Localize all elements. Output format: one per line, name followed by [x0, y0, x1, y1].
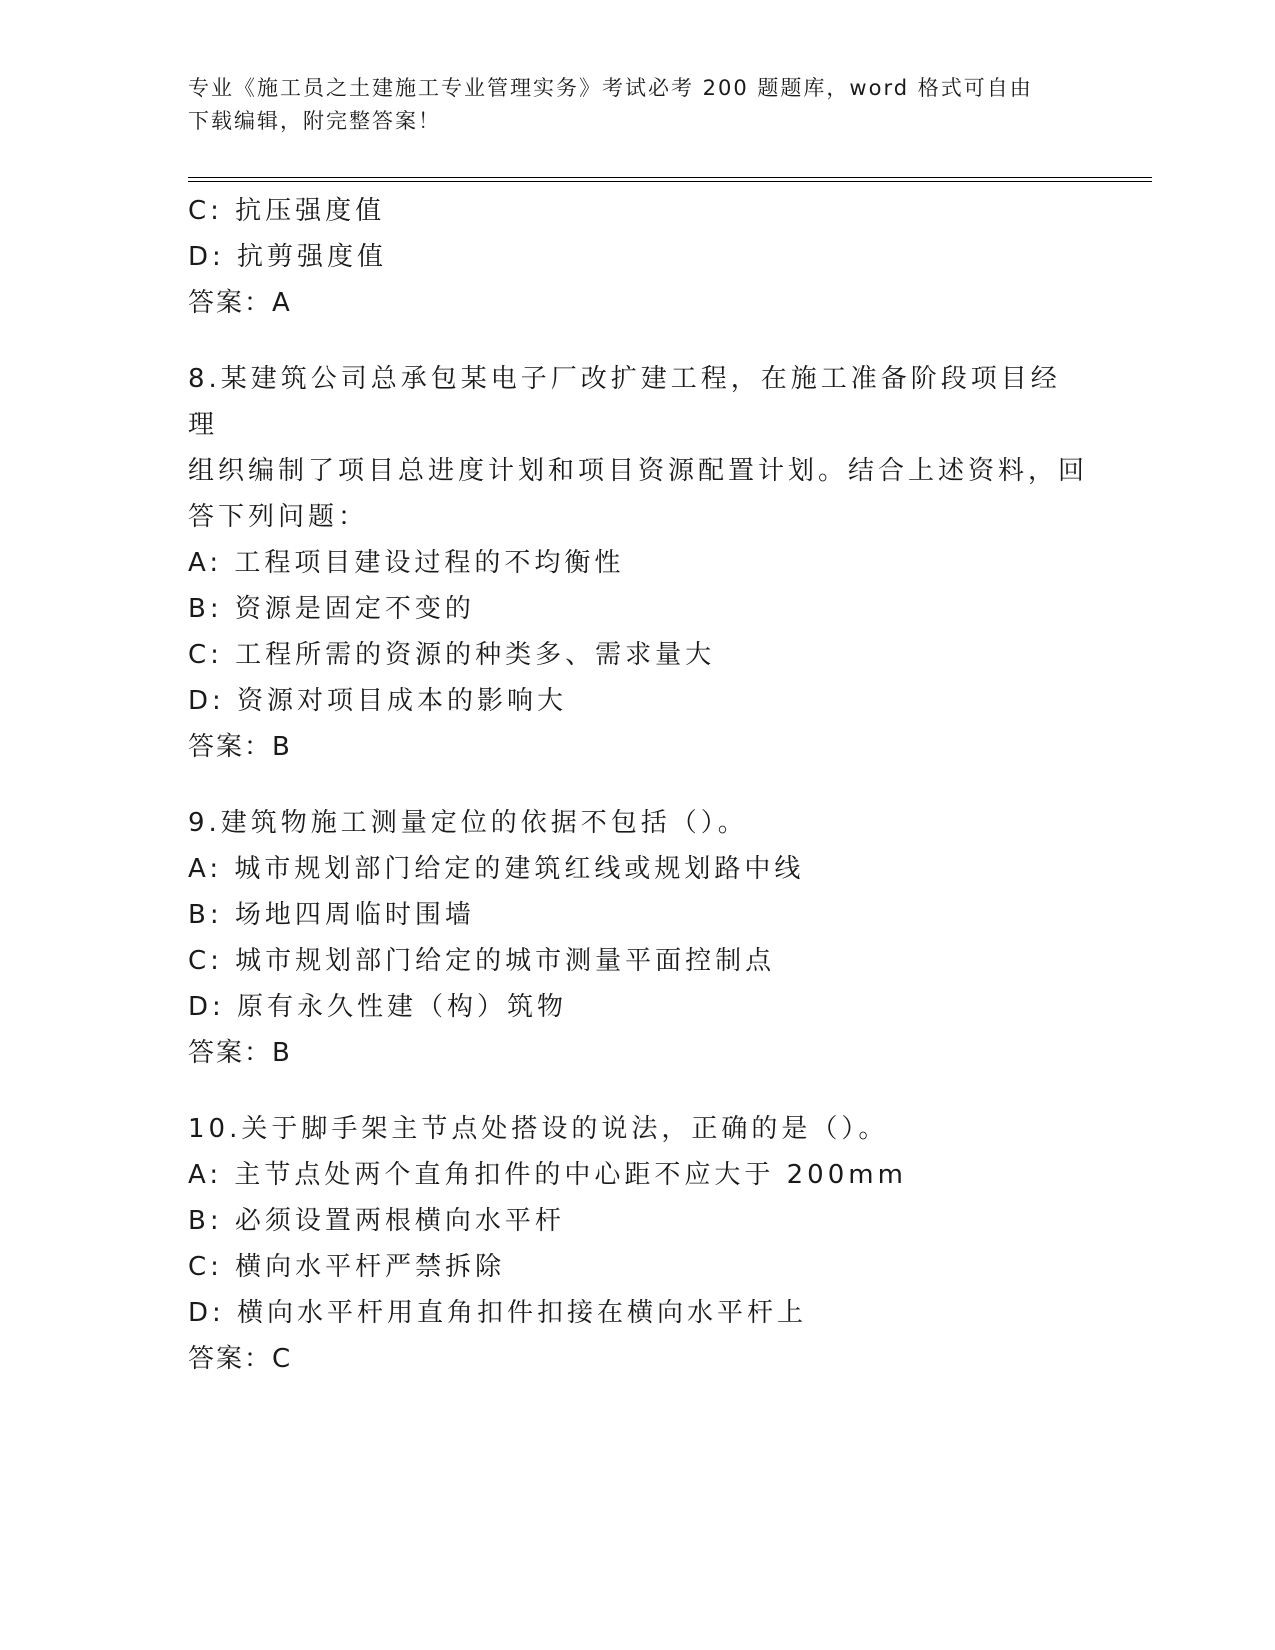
- question-text: 组织编制了项目总进度计划和项目资源配置计划。结合上述资料，回: [188, 456, 1089, 486]
- document-header: [188, 72, 1088, 138]
- question-8: [188, 356, 1088, 770]
- question-text: 9.建筑物施工测量定位的依据不包括（）。: [188, 808, 748, 838]
- question-text: 答下列问题：: [188, 502, 369, 532]
- answer-line: 答案：B: [188, 732, 292, 762]
- option-b: B: 资源是固定不变的: [188, 594, 475, 624]
- option-d: D: 资源对项目成本的影响大: [188, 686, 568, 716]
- question-list: [188, 188, 1088, 1382]
- option-c: C: 工程所需的资源的种类多、需求量大: [188, 640, 716, 670]
- header-line-1: 专业《施工员之土建施工专业管理实务》考试必考 200 题题库，word 格式可自由: [188, 76, 1033, 100]
- header-line-2: 下载编辑，附完整答案！: [188, 109, 441, 133]
- header-rule-top: [188, 177, 1152, 178]
- carryover-block: [188, 188, 1088, 326]
- option-a: A: 工程项目建设过程的不均衡性: [188, 548, 625, 578]
- question-text: 8.某建筑公司总承包某电子厂改扩建工程，在施工准备阶段项目经理: [188, 364, 1061, 440]
- answer-line: 答案：C: [188, 1344, 293, 1374]
- option-a: A: 城市规划部门给定的建筑红线或规划路中线: [188, 854, 805, 884]
- question-text: 10.关于脚手架主节点处搭设的说法，正确的是（）。: [188, 1114, 889, 1144]
- option-d: D: 原有永久性建（构）筑物: [188, 992, 568, 1022]
- option-b: B: 必须设置两根横向水平杆: [188, 1206, 565, 1236]
- option-c: C: 抗压强度值: [188, 196, 386, 226]
- question-10: [188, 1106, 1088, 1382]
- option-d: D: 横向水平杆用直角扣件扣接在横向水平杆上: [188, 1298, 808, 1328]
- answer-line: 答案：B: [188, 1038, 292, 1068]
- question-9: [188, 800, 1088, 1076]
- option-b: B: 场地四周临时围墙: [188, 900, 475, 930]
- option-d: D: 抗剪强度值: [188, 242, 388, 272]
- option-a: A: 主节点处两个直角扣件的中心距不应大于 200mm: [188, 1160, 907, 1190]
- option-c: C: 横向水平杆严禁拆除: [188, 1252, 506, 1282]
- option-c: C: 城市规划部门给定的城市测量平面控制点: [188, 946, 776, 976]
- answer-line: 答案：A: [188, 288, 292, 318]
- header-rule-bottom: [188, 181, 1152, 182]
